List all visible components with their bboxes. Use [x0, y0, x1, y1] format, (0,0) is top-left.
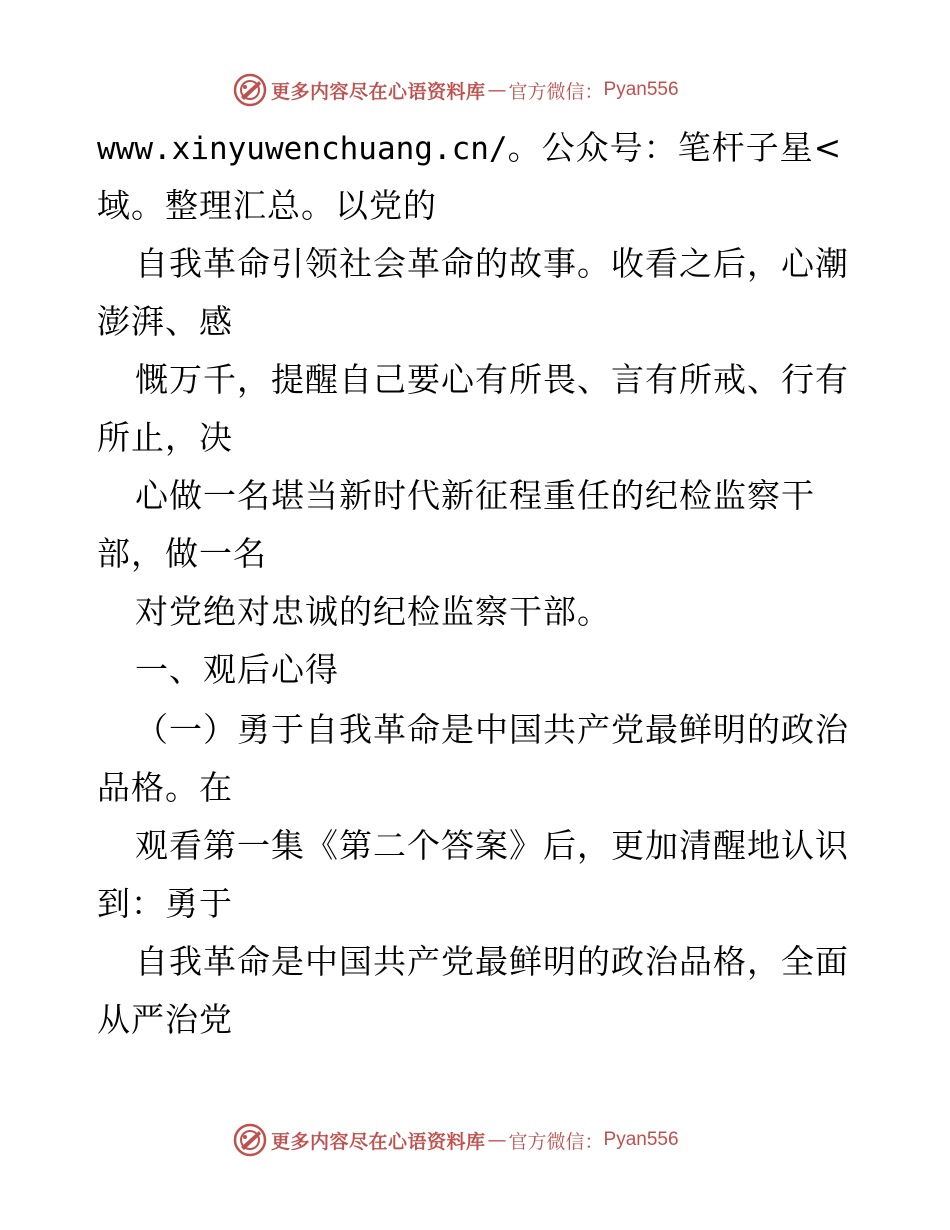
logo-icon: [233, 73, 267, 107]
footer-banner: [233, 1122, 679, 1158]
url-link[interactable]: www.xinyuwenchuang.cn/: [97, 131, 508, 167]
footer-dash: —: [487, 1129, 507, 1151]
footer-contact-id: Pyan556: [603, 1129, 679, 1150]
footer-contact-label: 官方微信：: [508, 1130, 604, 1153]
text-line-16: 从严治党: [97, 1000, 233, 1039]
text-line-9: 对党绝对忠诚的纪检监察干部。: [135, 592, 611, 631]
text-line-5: 慨万千，提醒自己要心有所畏、言有所戒、行有: [135, 360, 849, 399]
text-line-12: 品格。在: [97, 768, 233, 807]
text-line-11: （一）勇于自我革命是中国共产党最鲜明的政治: [135, 710, 849, 749]
header-contact-id: Pyan556: [603, 79, 679, 100]
text-line-4: 澎湃、感: [97, 302, 233, 341]
text-line-7: 心做一名堪当新时代新征程重任的纪检监察干: [135, 476, 815, 515]
text-line-8: 部，做一名: [97, 534, 267, 573]
header-dash: —: [487, 79, 507, 101]
text-line-3: 自我革命引领社会革命的故事。收看之后，心潮: [135, 244, 849, 283]
footer-title: 更多内容尽在心语资料库: [271, 1130, 486, 1153]
text-line-13: 观看第一集《第二个答案》后，更加清醒地认识: [135, 826, 849, 865]
section-heading: 一、观后心得: [135, 650, 339, 689]
text-line-1: [97, 128, 842, 168]
text-line-6: 所止，决: [97, 418, 233, 457]
text-line-15: 自我革命是中国共产党最鲜明的政治品格，全面: [135, 942, 849, 981]
header-banner: [233, 72, 679, 108]
text-line-1-rest: 。公众号：笔杆子星<: [507, 128, 843, 167]
logo-icon: [233, 1123, 267, 1157]
text-line-2: 域。整理汇总。以党的: [97, 186, 437, 225]
text-line-14: 到：勇于: [97, 884, 233, 923]
header-contact-label: 官方微信：: [508, 80, 604, 103]
header-title: 更多内容尽在心语资料库: [271, 80, 486, 103]
